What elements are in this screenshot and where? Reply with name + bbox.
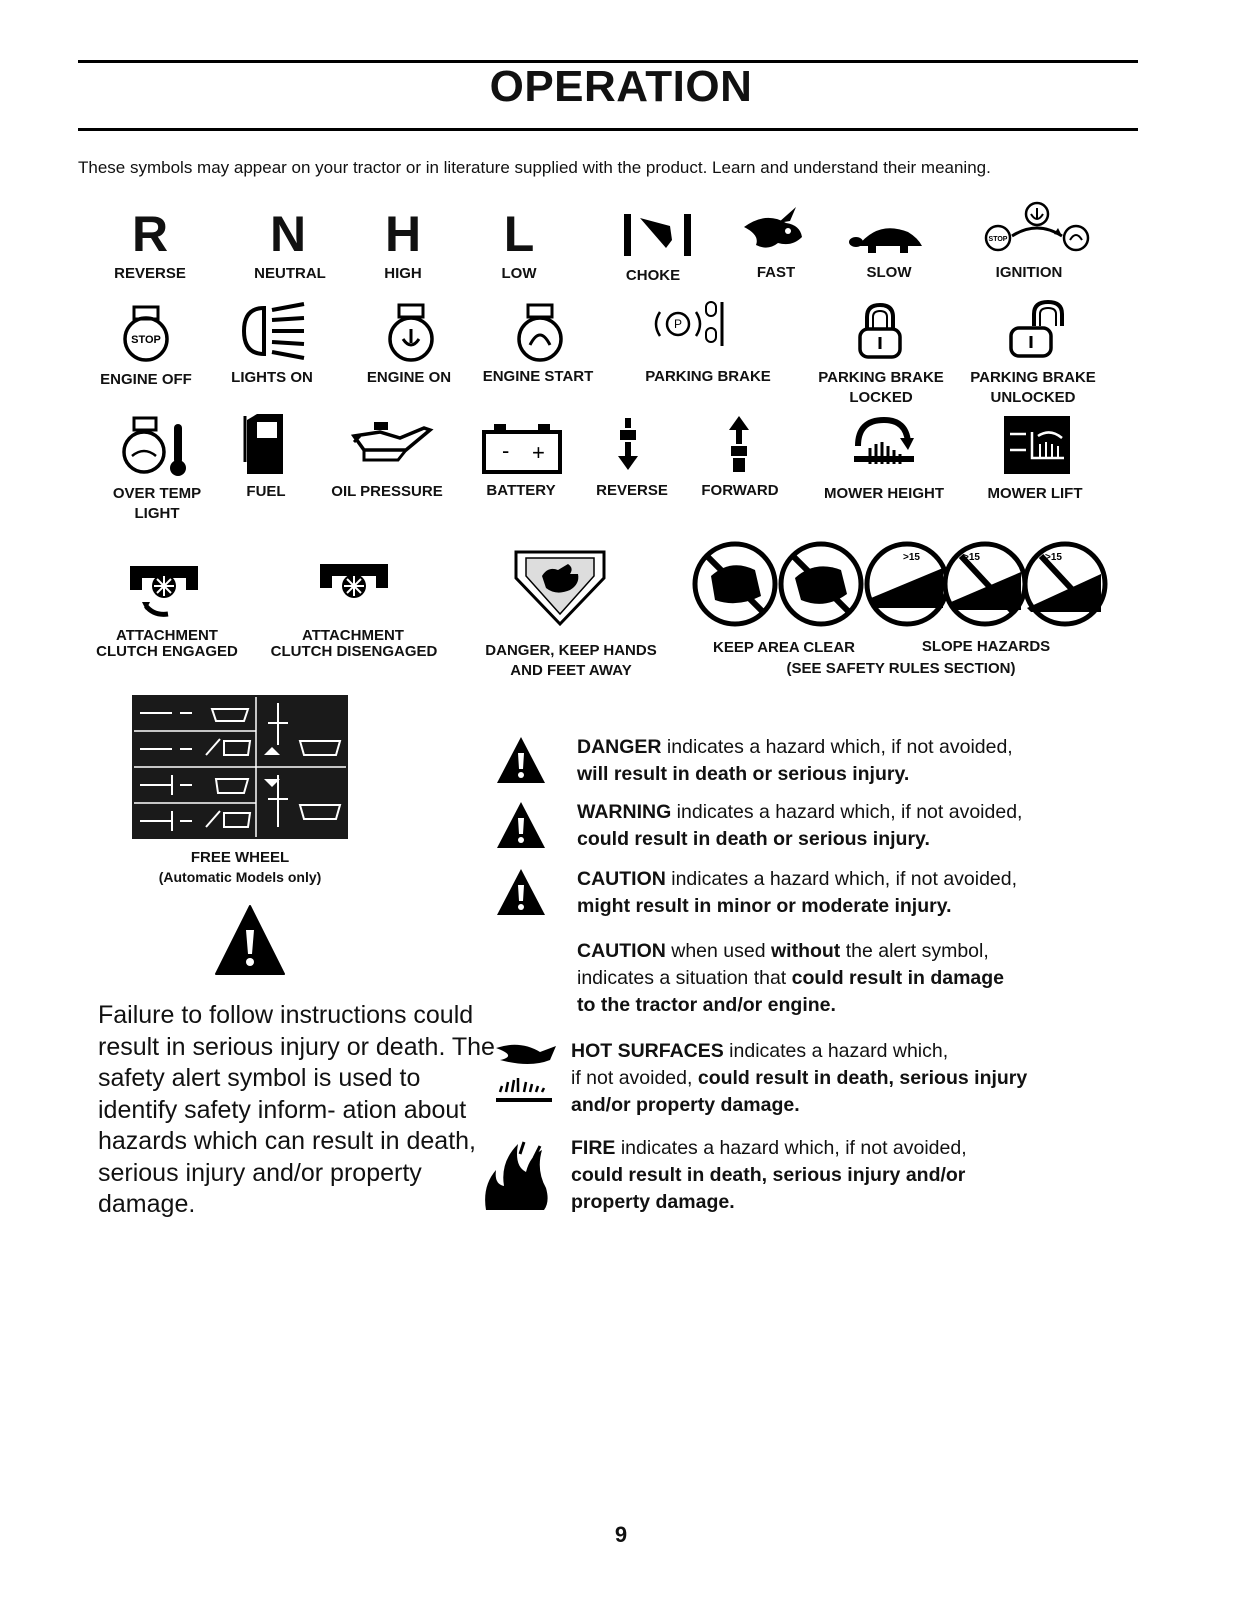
danger-text: indicates a hazard which, if not avoided, — [661, 736, 1013, 758]
parking-brake-locked-label-2: LOCKED — [849, 389, 913, 406]
danger-note — [577, 734, 1137, 788]
attachment-disengaged-label-2: CLUTCH DISENGAGED — [270, 643, 438, 660]
caution2-bold-1: without — [770, 940, 841, 962]
caution2-bold-2: could result in damage — [791, 967, 1005, 989]
reverse-letter: R — [131, 206, 169, 262]
parking-brake-locked-label-1: PARKING BRAKE — [818, 369, 944, 386]
see-safety-label: (SEE SAFETY RULES SECTION) — [786, 660, 1016, 677]
caution-bold: might result in minor or moderate injury. — [577, 895, 952, 917]
neutral-label: NEUTRAL — [254, 265, 326, 282]
caution2-text-1: when used — [665, 940, 771, 962]
fire-bold-2: property damage. — [571, 1191, 735, 1213]
slope-badge-2: >15 — [963, 552, 980, 563]
warning-note — [577, 799, 1137, 853]
danger-hands-label-2: AND FEET AWAY — [510, 662, 632, 679]
over-temp-label-2: LIGHT — [134, 505, 180, 522]
attachment-disengaged-icon — [318, 558, 390, 608]
mower-lift-label: MOWER LIFT — [987, 485, 1083, 502]
warning-alert-icon — [495, 800, 547, 850]
battery-icon — [480, 420, 564, 476]
free-wheel-diagram-icon — [132, 695, 348, 839]
forward-arrow-icon — [725, 414, 753, 474]
intro-text: These symbols may appear on your tractor or in literature supplied with the product. Learn and understand their meaning. — [78, 158, 991, 177]
rabbit-icon — [738, 205, 808, 255]
engine-start-label: ENGINE START — [482, 368, 594, 385]
mower-height-icon — [848, 416, 918, 472]
hot-surfaces-note — [571, 1038, 1131, 1119]
parking-brake-icon — [650, 298, 730, 358]
slope-badge-1: >15 — [903, 552, 920, 563]
choke-label: CHOKE — [625, 267, 681, 284]
oil-pressure-icon — [350, 420, 434, 464]
oil-pressure-label: OIL PRESSURE — [331, 483, 443, 500]
page-number: 9 — [614, 1522, 628, 1547]
low-letter: L — [503, 206, 535, 262]
reverse-arrow-icon — [614, 416, 642, 472]
high-letter: H — [384, 206, 422, 262]
over-temp-icon — [120, 416, 196, 478]
hot-surfaces-icon — [490, 1038, 562, 1108]
fire-icon — [480, 1136, 552, 1212]
fire-text: indicates a hazard which, if not avoided, — [615, 1137, 967, 1159]
slope-hazards-label: SLOPE HAZARDS — [921, 638, 1051, 655]
battery-minus: - — [502, 438, 510, 463]
high-label: HIGH — [384, 265, 422, 282]
failure-paragraph: Failure to follow instructions could result in serious injury or death. The safety alert symbol is used to identify safety inform- ation about hazards which can result in death, serious injury and/or property damage. — [98, 1001, 495, 1218]
slope-hazards-icon — [865, 538, 1111, 630]
fuel-label: FUEL — [246, 483, 286, 500]
fire-keyword: FIRE — [571, 1137, 616, 1159]
page-title: OPERATION — [489, 62, 753, 111]
attachment-engaged-label-1: ATTACHMENT — [116, 627, 218, 644]
keep-area-clear-icon — [691, 538, 867, 630]
danger-hands-icon — [512, 548, 608, 628]
lights-icon — [240, 300, 310, 362]
engine-off-stop-badge: STOP — [131, 334, 161, 346]
mower-height-label: MOWER HEIGHT — [824, 485, 944, 502]
caution-alert-icon — [495, 867, 547, 917]
ignition-icon — [982, 200, 1092, 260]
battery-label: BATTERY — [486, 482, 556, 499]
engine-off-icon — [118, 305, 174, 363]
neutral-letter: N — [269, 206, 307, 262]
caution2-text-2: the alert symbol, — [840, 940, 989, 962]
parking-brake-label: PARKING BRAKE — [645, 368, 771, 385]
engine-off-label: ENGINE OFF — [100, 371, 192, 388]
warning-keyword: WARNING — [577, 801, 672, 823]
danger-bold: will result in death or serious injury. — [577, 763, 910, 785]
reverse-label: REVERSE — [114, 265, 186, 282]
fire-note — [571, 1135, 1131, 1216]
over-temp-label-1: OVER TEMP — [112, 485, 202, 502]
caution2-text-3: indicates a situation that — [577, 967, 792, 989]
battery-plus: + — [532, 440, 545, 465]
low-label: LOW — [501, 265, 537, 282]
reverse-label-row3: REVERSE — [596, 482, 668, 499]
ignition-stop-badge: STOP — [988, 236, 1008, 243]
hot-keyword: HOT SURFACES — [571, 1040, 724, 1062]
turtle-icon — [848, 220, 928, 256]
parking-brake-unlocked-label-2: UNLOCKED — [990, 389, 1076, 406]
caution-keyword: CAUTION — [577, 868, 666, 890]
choke-icon — [618, 210, 698, 260]
fast-label: FAST — [756, 264, 796, 281]
caution-no-symbol-note — [577, 938, 1137, 1019]
safety-alert-icon — [214, 904, 286, 976]
fire-bold-1: could result in death, serious injury and/or — [571, 1164, 966, 1186]
hot-text: indicates a hazard which, — [723, 1040, 949, 1062]
caution-note — [577, 866, 1137, 920]
engine-start-icon — [512, 303, 568, 363]
warning-bold: could result in death or serious injury. — [577, 828, 930, 850]
hot-bold-1: could result in death, serious injury — [697, 1067, 1028, 1089]
warning-text: indicates a hazard which, if not avoided, — [671, 801, 1023, 823]
fuel-icon — [243, 412, 287, 476]
parking-brake-unlocked-label-1: PARKING BRAKE — [970, 369, 1096, 386]
engine-on-label: ENGINE ON — [366, 369, 452, 386]
attachment-engaged-icon — [128, 560, 200, 620]
engine-on-icon — [383, 303, 439, 363]
danger-alert-icon — [495, 735, 547, 785]
danger-keyword: DANGER — [577, 736, 662, 758]
slow-label: SLOW — [866, 264, 912, 281]
keep-area-clear-label: KEEP AREA CLEAR — [713, 639, 855, 656]
unlock-icon — [1008, 300, 1068, 360]
mower-lift-icon — [1002, 414, 1072, 476]
free-wheel-label: FREE WHEEL — [190, 849, 290, 866]
free-wheel-sublabel: (Automatic Models only) — [158, 869, 322, 885]
ignition-label: IGNITION — [995, 264, 1063, 281]
danger-hands-label-1: DANGER, KEEP HANDS — [485, 642, 657, 659]
forward-label: FORWARD — [701, 482, 779, 499]
caution2-bold-3: to the tractor and/or engine. — [577, 994, 836, 1016]
caution2-keyword: CAUTION — [577, 940, 666, 962]
hot-text-2: if not avoided, — [571, 1067, 698, 1089]
lock-icon — [857, 303, 903, 361]
attachment-disengaged-label-1: ATTACHMENT — [302, 627, 404, 644]
slope-badge-3: >15 — [1045, 552, 1062, 563]
caution-text: indicates a hazard which, if not avoided, — [665, 868, 1018, 890]
attachment-engaged-label-2: CLUTCH ENGAGED — [96, 643, 238, 660]
hot-bold-2: and/or property damage. — [571, 1094, 800, 1116]
title-underline — [78, 128, 1138, 131]
parking-brake-p-badge: P — [673, 317, 683, 331]
lights-on-label: LIGHTS ON — [231, 369, 313, 386]
